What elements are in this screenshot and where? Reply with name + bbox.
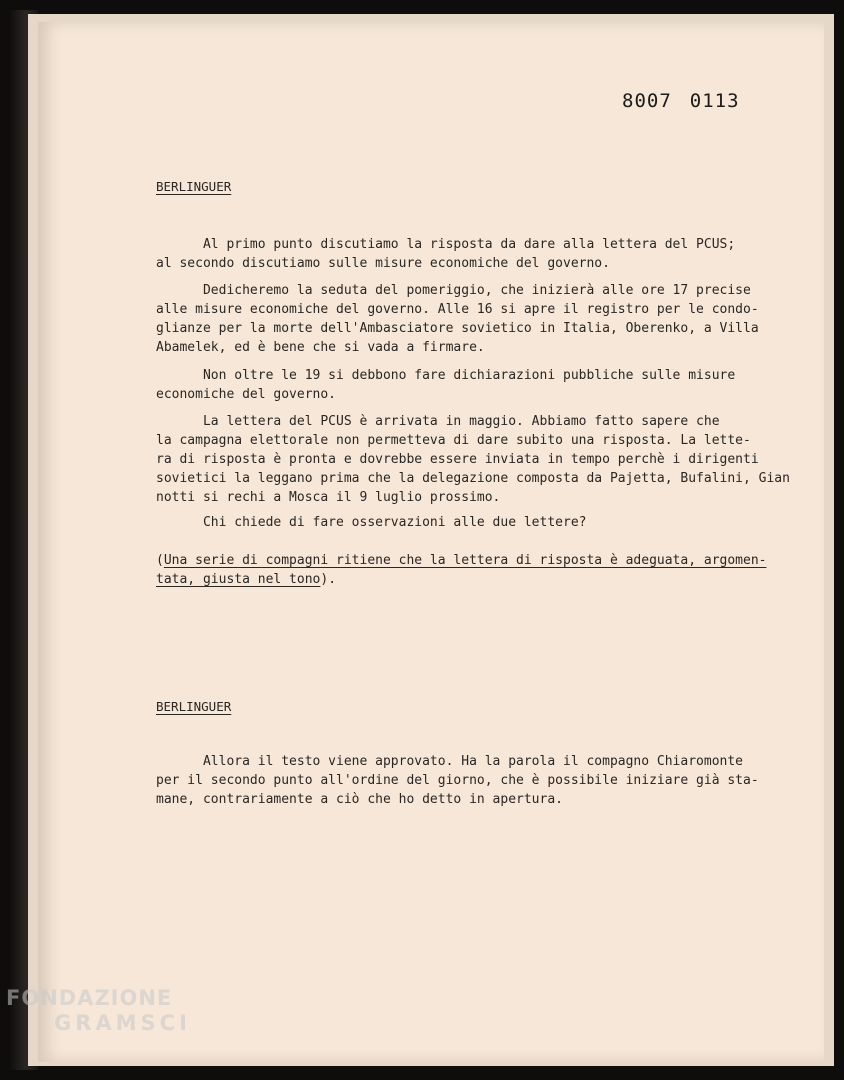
paragraph: Allora il testo viene approvato. Ha la parola il compagno Chiaromonte per il secondo punto all'ordine del giorno, che è possibile iniziare già sta- mane, contrariamente a ciò che ho detto in apertura.	[156, 754, 759, 807]
note-close-paren: ).	[320, 572, 337, 587]
speaker-heading: BERLINGUER	[156, 699, 232, 714]
watermark-line: FONDAZIONE	[6, 986, 173, 1010]
speaker-heading: BERLINGUER	[156, 179, 232, 194]
paragraph: Al primo punto discutiamo la risposta da dare alla lettera del PCUS; al secondo discutiamo sulle misure economiche del governo.	[156, 237, 736, 271]
watermark-line: GRAMSCI	[54, 1011, 191, 1035]
paragraph: Non oltre le 19 si debbono fare dichiarazioni pubbliche sulle misure economiche del governo.	[156, 368, 736, 402]
discussion-note-continued	[156, 570, 806, 589]
paragraph: Dedicheremo la seduta del pomeriggio, che inizierà alle ore 17 precise alle misure economiche del governo. Alle 16 si apre il registro per le condo- glianze per la morte dell'Ambasciatore sovietico in Italia, Oberenko, a Villa Abamelek, ed è bene che si vada a firmare.	[156, 283, 759, 355]
document-page	[38, 22, 824, 1062]
paragraph: Chi chiede di fare osservazioni alle due lettere?	[156, 515, 587, 530]
document-number-part: 0113	[689, 90, 740, 112]
document-number	[622, 90, 740, 112]
note-open-paren: (	[156, 553, 164, 568]
paragraph: La lettera del PCUS è arrivata in maggio. Abbiamo fatto sapere che la campagna elettorale non permetteva di dare subito una risposta. La lette- ra di risposta è pronta e dovrebbe essere inviata in tempo perchè i dirigenti sovietici la leggano prima che la delegazione composta da Pajetta, Bufalini, Gian notti si rechi a Mosca il 9 luglio prossimo.	[156, 414, 790, 505]
discussion-note	[156, 551, 806, 570]
note-line: tata, giusta nel tono	[156, 572, 321, 587]
archive-watermark	[6, 988, 191, 1034]
document-number-part: 8007	[622, 90, 672, 112]
note-line: Una serie di compagni ritiene che la lettera di risposta è adeguata, argomen-	[163, 553, 767, 568]
